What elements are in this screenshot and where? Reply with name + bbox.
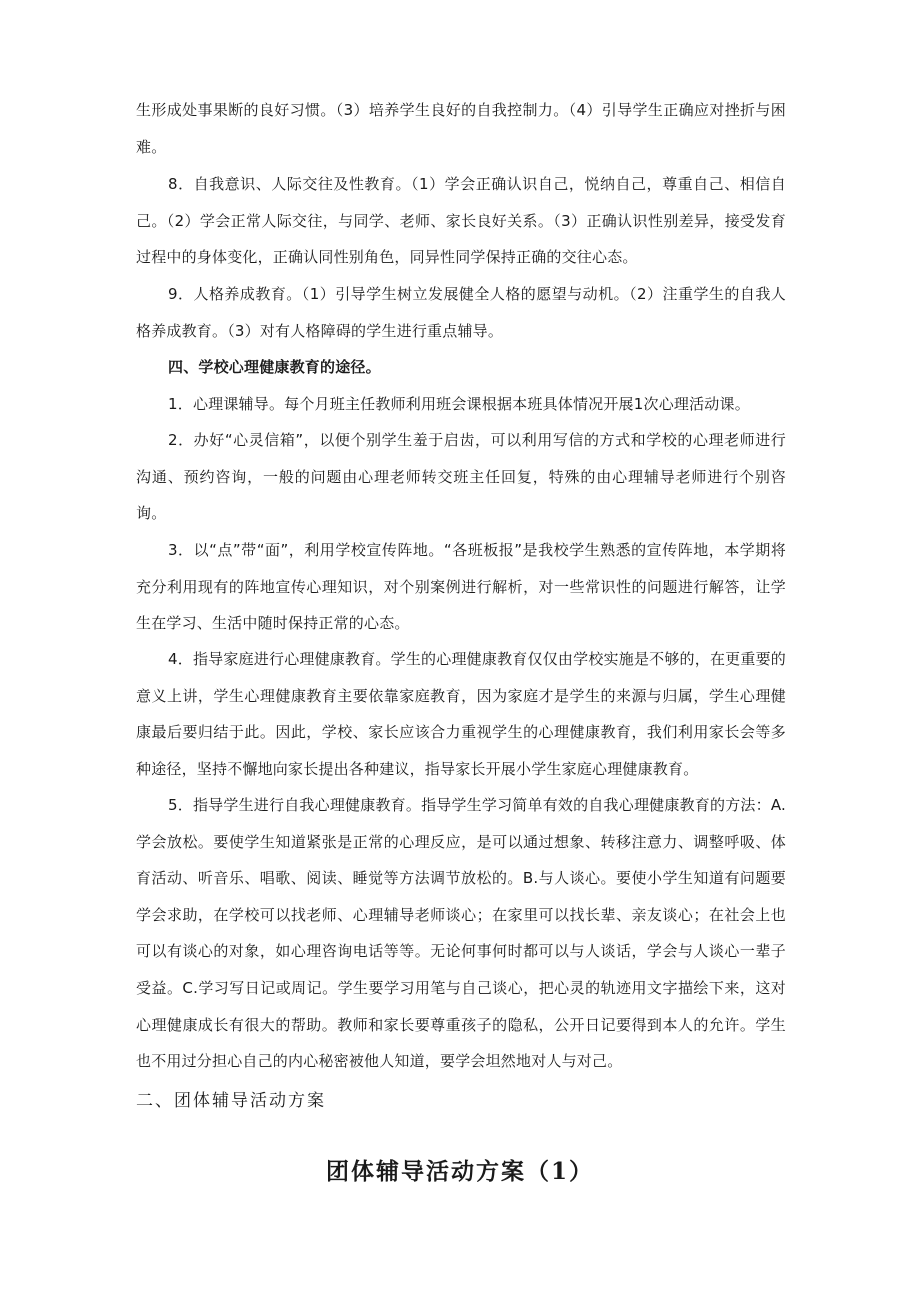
paragraph-item-8: 8．自我意识、人际交往及性教育。（1）学会正确认识自己，悦纳自己，尊重自己、相信自己。（2）学会正常人际交往，与同学、老师、家长良好关系。（3）正确认识性别差异，接受发育过程中的身体变化，正确认同性别角色，同异性同学保持正确的交往心态。 <box>136 175 786 267</box>
document-title: 团体辅导活动方案（1） <box>325 1158 594 1185</box>
paragraph-continuation: 生形成处事果断的良好习惯。（3）培养学生良好的自我控制力。（4）引导学生正确应对挫折与困难。 <box>136 101 786 156</box>
paragraph-way-3: 3．以“点”带“面”，利用学校宣传阵地。“各班板报”是我校学生熟悉的宣传阵地，本学期将充分利用现有的阵地宣传心理知识，对个别案例进行解析，对一些常识性的问题进行解答，让学生在学习、生活中随时保持正常的心态。 <box>136 541 786 633</box>
paragraph-way-4: 4．指导家庭进行心理健康教育。学生的心理健康教育仅仅由学校实施是不够的，在更重要的意义上讲，学生心理健康教育主要依靠家庭教育，因为家庭才是学生的来源与归属，学生心理健康最后要归结于此。因此，学校、家长应该合力重视学生的心理健康教育，我们利用家长会等多种途径，坚持不懈地向家长提出各种建议，指导家长开展小学生家庭心理健康教育。 <box>136 650 786 778</box>
paragraph-way-1: 1．心理课辅导。每个月班主任教师利用班会课根据本班具体情况开展1次心理活动课。 <box>168 395 750 413</box>
paragraph-item-9: 9．人格养成教育。（1）引导学生树立发展健全人格的愿望与动机。（2）注重学生的自我人格养成教育。（3）对有人格障碍的学生进行重点辅导。 <box>136 285 786 340</box>
paragraph-way-2: 2．办好“心灵信箱”，以便个别学生羞于启齿，可以利用写信的方式和学校的心理老师进行沟通、预约咨询，一般的问题由心理老师转交班主任回复，特殊的由心理辅导老师进行个别咨询。 <box>136 431 786 523</box>
paragraph-way-5: 5．指导学生进行自我心理健康教育。指导学生学习简单有效的自我心理健康教育的方法：A.学会放松。要使学生知道紧张是正常的心理反应，是可以通过想象、转移注意力、调整呼吸、体育活动、听音乐、唱歌、阅读、睡觉等方法调节放松的。B.与人谈心。要使小学生知道有问题要学会求助，在学校可以找老师、心理辅导老师谈心；在家里可以找长辈、亲友谈心；在社会上也可以有谈心的对象，如心理咨询电话等等。无论何事何时都可以与人谈话，学会与人谈心一辈子受益。C.学习写日记或周记。学生要学习用笔与自己谈心，把心灵的轨迹用文字描绘下来，这对心理健康成长有很大的帮助。教师和家长要尊重孩子的隐私，公开日记要得到本人的允许。学生也不用过分担心自己的内心秘密被他人知道，要学会坦然地对人与对己。 <box>136 796 786 1071</box>
heading-section-4: 四、学校心理健康教育的途径。 <box>168 358 381 376</box>
section-heading: 二、团体辅导活动方案 <box>136 1091 326 1111</box>
